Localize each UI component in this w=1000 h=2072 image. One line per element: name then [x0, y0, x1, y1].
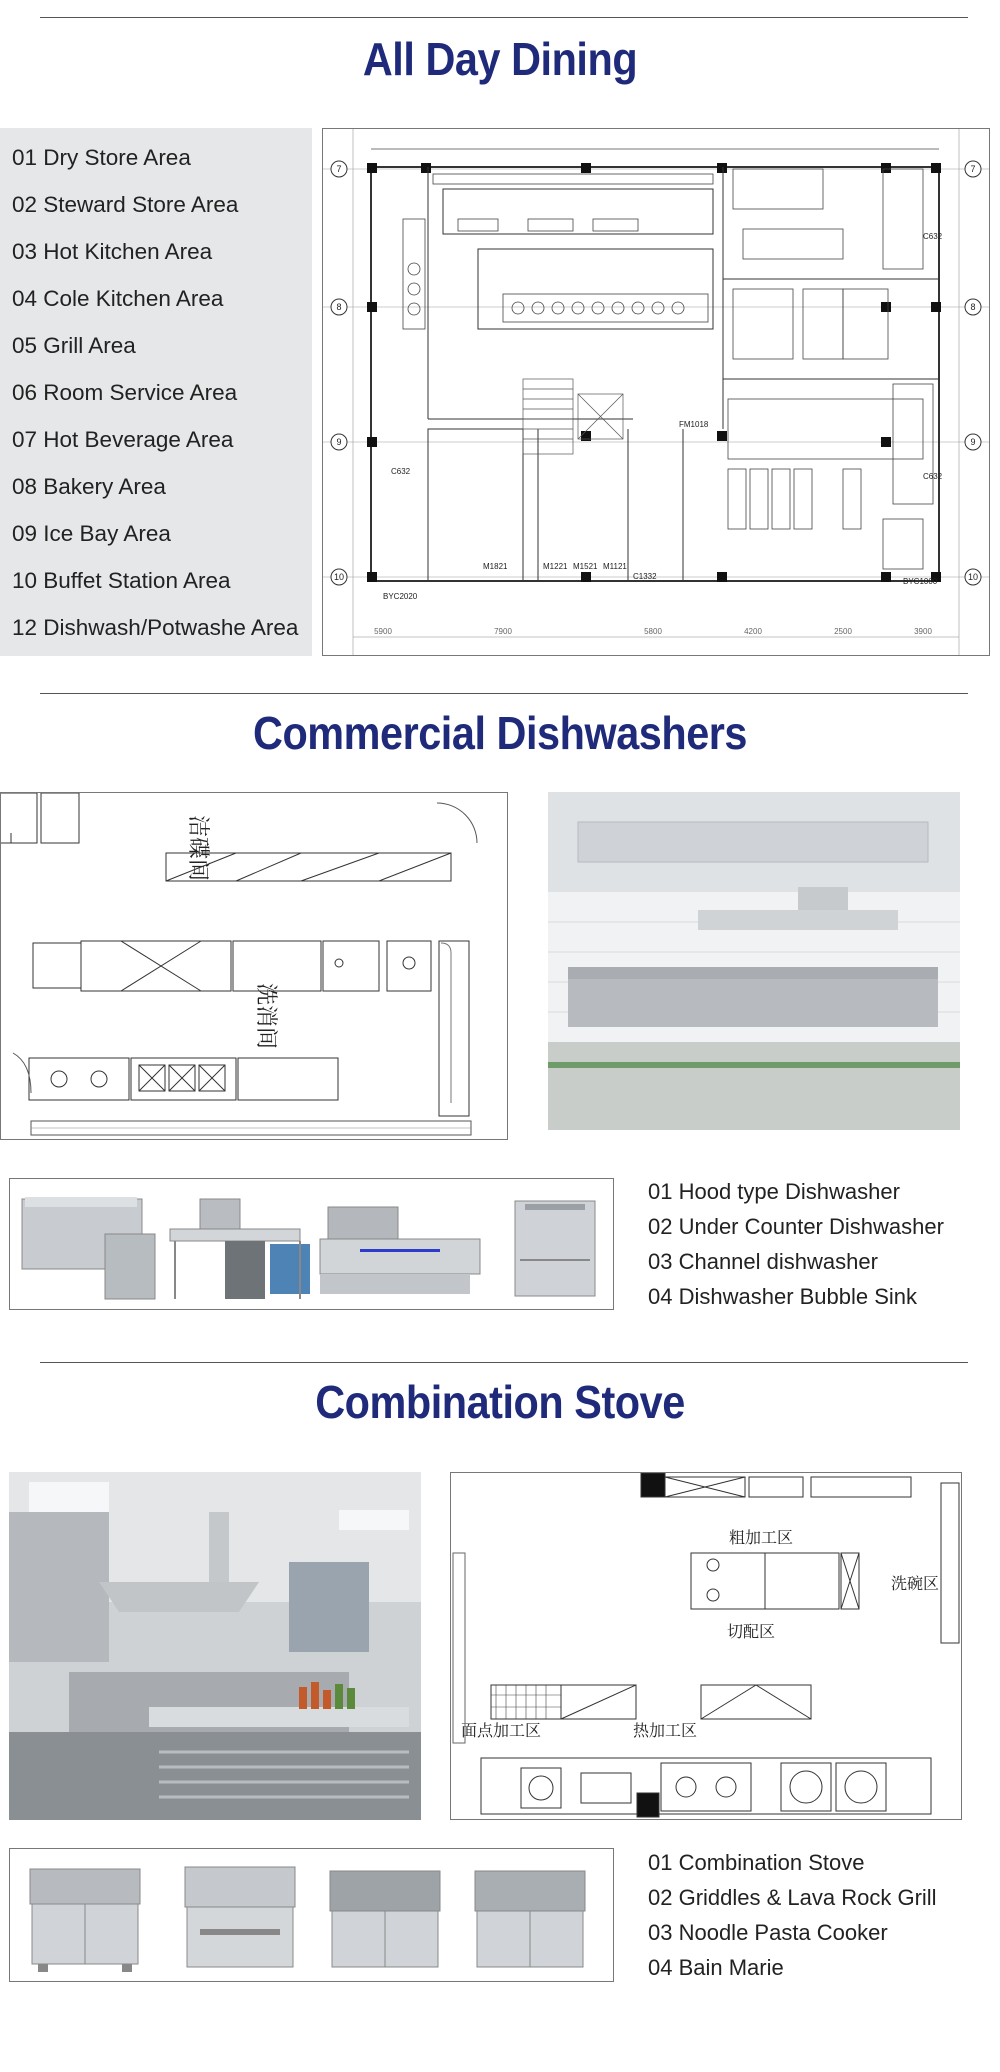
list-item: 02 Griddles & Lava Rock Grill [648, 1885, 937, 1910]
list-item: 12 Dishwash/Potwashe Area [12, 615, 299, 640]
dishwasher-product-3 [320, 1207, 480, 1294]
dimension-label: 4200 [744, 627, 762, 636]
stove-product-2 [185, 1867, 295, 1967]
list-item: 03 Channel dishwasher [648, 1249, 878, 1274]
section-title-dishwashers: Commercial Dishwashers [252, 707, 748, 759]
stove-product-4 [475, 1871, 585, 1967]
stove-floor-plan [450, 1472, 962, 1820]
plan-label: BYC1000 [903, 577, 938, 586]
section-title-dining: All Day Dining [362, 33, 638, 85]
list-item: 03 Noodle Pasta Cooker [648, 1920, 888, 1945]
section-divider-dishwashers [40, 693, 968, 694]
stove-product-list [648, 1845, 988, 1985]
dishwasher-product-2 [170, 1199, 310, 1299]
plan-label: M1221 [543, 562, 568, 571]
grid-label: 7 [336, 164, 342, 174]
stove-product-1 [30, 1869, 140, 1972]
dimension-label: 5900 [374, 627, 392, 636]
area-list [0, 128, 312, 656]
zone-label: 切配区 [727, 1624, 776, 1641]
dimension-label: 7900 [494, 627, 512, 636]
dimension-label: 2500 [834, 627, 852, 636]
plan-label: C632 [923, 472, 943, 481]
dishwasher-product-4 [515, 1201, 595, 1296]
list-item: 01 Hood type Dishwasher [648, 1179, 900, 1204]
zone-label: 洗碗区 [891, 1576, 940, 1593]
plan-label: BYC2020 [383, 592, 418, 601]
section-divider-dining [40, 17, 968, 18]
list-item: 04 Cole Kitchen Area [12, 286, 224, 311]
list-item: 10 Buffet Station Area [12, 568, 231, 593]
dishwash-floor-plan [0, 792, 508, 1140]
list-item: 04 Dishwasher Bubble Sink [648, 1284, 918, 1309]
grid-label: 7 [970, 164, 976, 174]
list-item: 08 Bakery Area [12, 474, 166, 499]
list-item: 02 Steward Store Area [12, 192, 239, 217]
list-item: 01 Combination Stove [648, 1850, 865, 1875]
grid-label: 10 [333, 572, 345, 582]
stove-product-3 [330, 1871, 440, 1967]
grid-label: 8 [970, 302, 976, 312]
list-item: 04 Bain Marie [648, 1955, 784, 1980]
list-item: 03 Hot Kitchen Area [12, 239, 213, 264]
list-item: 07 Hot Beverage Area [12, 427, 234, 452]
dishwash-room-photo [548, 792, 960, 1130]
stove-products-strip [9, 1848, 614, 1982]
plan-label: C632 [923, 232, 943, 241]
grid-label: 8 [336, 302, 342, 312]
section-title-stove: Combination Stove [315, 1376, 685, 1428]
room-label: 洁碟间 [186, 815, 211, 882]
room-label: 洗消间 [254, 983, 279, 1050]
list-item: 01 Dry Store Area [12, 145, 191, 170]
plan-label: M1521 [573, 562, 598, 571]
dishwasher-products-strip [9, 1178, 614, 1310]
dimension-label: 5800 [644, 627, 662, 636]
zone-label: 粗加工区 [729, 1530, 794, 1547]
dimension-label: 3900 [914, 627, 932, 636]
grid-label: 9 [970, 437, 976, 447]
dishwasher-product-list [648, 1174, 988, 1314]
kitchen-photo [9, 1472, 421, 1820]
list-item: 06 Room Service Area [12, 380, 238, 405]
plan-label: FM1018 [679, 420, 709, 429]
dishwasher-product-1 [22, 1197, 155, 1299]
dining-floor-plan [322, 128, 990, 656]
plan-label: M1821 [483, 562, 508, 571]
plan-label: C1332 [633, 572, 657, 581]
plan-label: M1121 [603, 562, 627, 571]
list-item: 09 Ice Bay Area [12, 521, 171, 546]
grid-label: 9 [336, 437, 342, 447]
grid-label: 10 [967, 572, 979, 582]
zone-label: 面点加工区 [461, 1723, 542, 1740]
list-item: 05 Grill Area [12, 333, 136, 358]
zone-label: 热加工区 [633, 1723, 698, 1740]
list-item: 02 Under Counter Dishwasher [648, 1214, 944, 1239]
section-divider-stove [40, 1362, 968, 1363]
plan-label: C632 [391, 467, 411, 476]
